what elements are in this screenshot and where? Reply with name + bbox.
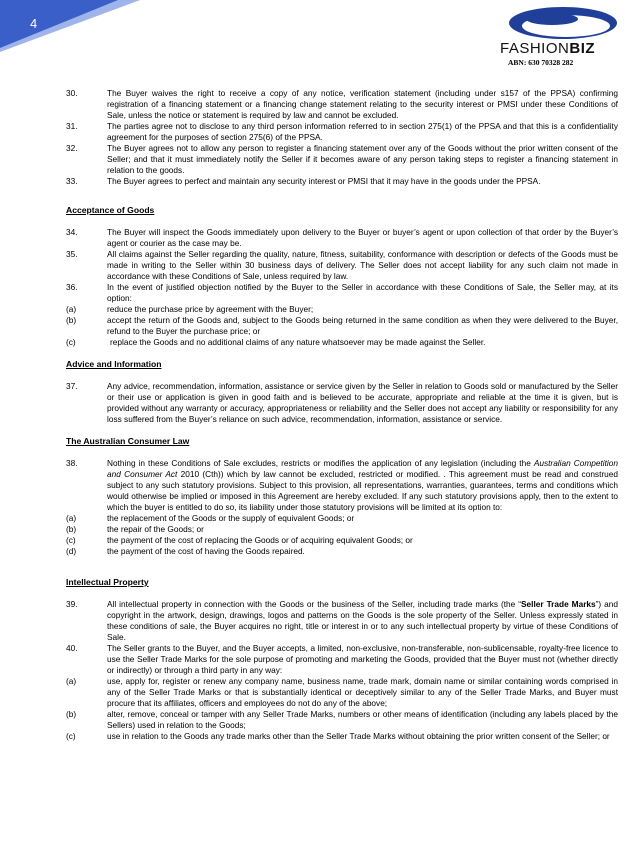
clause-32: 32. The Buyer agrees not to allow any person to register a financing statement over any of the Goods without the prior written consent of the Seller; and that it must immediately notify the Seller if it becomes aware of any person taking steps to register a financing statement in relation to the goods.	[66, 143, 618, 175]
clause-36-item-c: (c) replace the Goods and no additional claims of any nature whatsoever may be made against the Seller.	[66, 337, 486, 347]
heading-australian-consumer-law: The Australian Consumer Law	[66, 436, 190, 446]
clause-40-item-c: (c) use in relation to the Goods any trade marks other than the Seller Trade Marks without obtaining the prior written consent of the Seller; or	[66, 731, 610, 741]
clause-38-item-c: (c) the payment of the cost of replacing the Goods or of acquiring equivalent Goods; or	[66, 535, 413, 545]
seller-trade-marks-term: Seller Trade Marks	[521, 599, 596, 609]
clause-39: 39. All intellectual property in connection with the Goods or the business of the Seller, including trade marks (the “Seller Trade Marks”) and copyright in the artwork, design, drawings, logos and patterns on the Goods is the sole property of the Seller. Unless expressly stated in these conditions of sale, the Buyer acquires no right, title or interest in or to any such intellectual property by virtue of these Conditions of Sale.	[66, 599, 618, 642]
clause-40: 40. The Seller grants to the Buyer, and the Buyer accepts, a limited, non-exclusive, non-transferable, non-sublicensable, royalty-free licence to use the Seller Trade Marks for the sole purpose of promoting and marketing the Goods, provided that the Buyer must not (whether directly or indirectly) or through a third party in any way:	[66, 643, 618, 675]
heading-intellectual-property: Intellectual Property	[66, 577, 149, 587]
abn-number: ABN: 630 70328 282	[508, 58, 574, 67]
page-number: 4	[30, 16, 38, 31]
logo-swoosh-icon	[506, 6, 620, 40]
heading-acceptance-of-goods: Acceptance of Goods	[66, 205, 155, 215]
clause-38-item-b: (b) the repair of the Goods; or	[66, 524, 204, 534]
corner-graphic	[0, 0, 140, 52]
heading-advice-and-information: Advice and Information	[66, 359, 162, 369]
clause-36-item-b: (b) accept the return of the Goods and, subject to the Goods being returned in the same condition as when they were delivered to the Buyer, refund to the Buyer the purchase price; or	[66, 315, 618, 336]
act-title: Australian Competition and Consumer Act	[107, 458, 618, 479]
clause-33: 33. The Buyer agrees to perfect and maintain any security interest or PMSI that it may have in the goods under the PPSA.	[66, 176, 541, 186]
clause-37: 37. Any advice, recommendation, information, assistance or service given by the Seller in relation to Goods sold or manufactured by the Seller or their use or application is given in good faith and is believed to be accurate, appropriate and reliable at the time it is given, but is provided without any warranty or accuracy, appropriateness or reliability and the Seller does not accept any liability or responsibility for any loss suffered from the Buyer’s reliance on such advice, recommendation, information, assistance or service.	[66, 381, 618, 424]
clause-38: 38. Nothing in these Conditions of Sale excludes, restricts or modifies the application of any legislation (including the Australian Competition and Consumer Act 2010 (Cth)) which by law cannot be excluded, restricted or modified. . This agreement must be read and construed subject to any such statutory provisions. Subject to this provision, all representations, warranties, guarantees, terms and conditions which would otherwise be implied or imposed in this Agreement are hereby excluded. If any such statutory provisions apply, then to the extent to which the buyer is entitled to do so, its liability under those statutory provisions will be limited at its option to:	[66, 458, 618, 512]
clause-31: 31. The parties agree not to disclose to any third person information referred to in section 275(1) of the PPSA and that this is a confidentiality agreement for the purposes of section 275(6) of the PPSA.	[66, 121, 618, 142]
clause-40-item-a: (a) use, apply for, register or renew any company name, business name, trade mark, domain name or similar containing words comprised in any of the Seller Trade Marks or that is substantially identical or deceptively similar to any of the Seller Trade Marks, and Buyer must procure that its affiliates, officers and employees do not do any of the above;	[66, 676, 618, 708]
fashionbiz-logo	[500, 6, 624, 70]
document-body	[66, 88, 618, 742]
logo-wordmark: FASHIONBIZ	[500, 40, 596, 57]
clause-34: 34. The Buyer will inspect the Goods immediately upon delivery to the Buyer or buyer’s agent or upon collection of that order by the Buyer’s agent or courier as the case may be.	[66, 227, 618, 248]
clause-36: 36. In the event of justified objection notified by the Buyer to the Seller in accordance with these Conditions of Sale, the Seller may, at its option:	[66, 282, 618, 303]
clause-38-item-d: (d) the payment of the cost of having the Goods repaired.	[66, 546, 305, 556]
clause-35: 35. All claims against the Seller regarding the quality, nature, fitness, suitability, conformance with description or defects of the Goods must be made in writing to the Seller within 30 business days of delivery. The Seller does not accept liability for any such claim not made in accordance with these Conditions of Sale, unless required by law.	[66, 249, 618, 281]
clause-30: 30. The Buyer waives the right to receive a copy of any notice, verification statement (including under s157 of the PPSA) confirming registration of a financing statement or a financing change statement relating to the security interest or PMSI under these Conditions of Sale, unless the notice or statement is required by law and cannot be excluded.	[66, 88, 618, 120]
clause-36-item-a: (a) reduce the purchase price by agreement with the Buyer;	[66, 304, 314, 314]
clause-38-item-a: (a) the replacement of the Goods or the supply of equivalent Goods; or	[66, 513, 355, 523]
clause-40-item-b: (b) alter, remove, conceal or tamper with any Seller Trade Marks, numbers or other means of identification (including any labels placed by the Sellers) used in relation to the Goods;	[66, 709, 618, 730]
